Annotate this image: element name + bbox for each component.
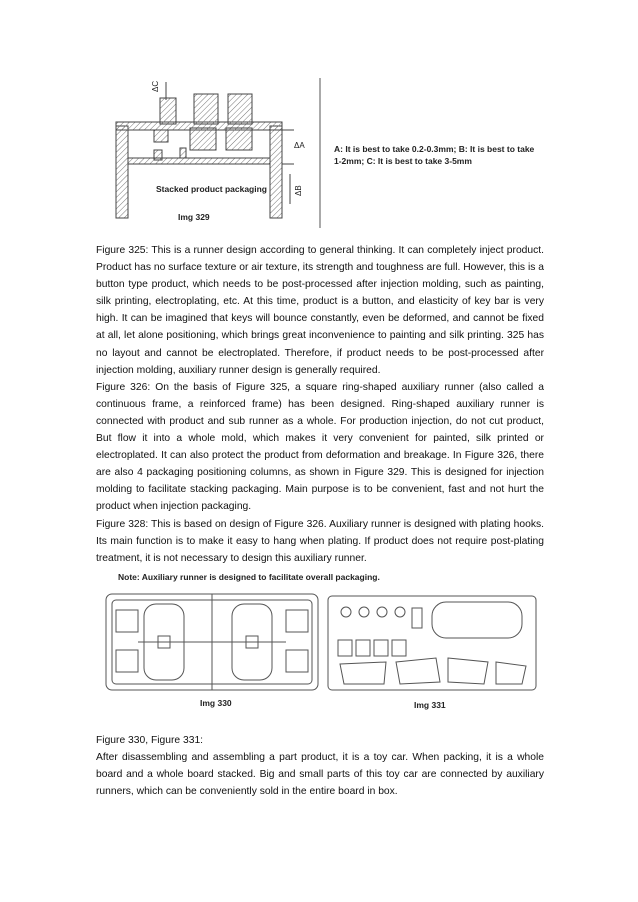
text-block-bottom bbox=[96, 732, 544, 800]
figure-stacked-packaging bbox=[94, 78, 544, 238]
cross-section-drawing bbox=[116, 82, 294, 218]
paragraph-figure-326: Figure 326: On the basis of Figure 325, a square ring-shaped auxiliary runner (also called a continuous frame, a reinforced frame) has been designed. Ring-shaped auxiliary runner is connected with product and sub runner as a whole. For production injection, do not cut product, But flow it into a whole mold, which makes it very convenient for painted, silk printed or electroplated. It can also protect the product from deformation and breakage. In Figure 326, there are also 4 packaging positioning columns, as shown in Figure 329. This is designed for injection molding to facilitate stacking packaging. Main purpose is to be convenient, fast and not hurt the product when injection packaging. bbox=[96, 381, 544, 513]
img-330-label: Img 330 bbox=[200, 698, 232, 708]
dimension-b-label: ΔB bbox=[294, 185, 303, 196]
board-img-331 bbox=[328, 596, 536, 690]
drawing-caption: Stacked product packaging bbox=[156, 184, 267, 194]
note-line-2: 1-2mm; C: It is best to take 3-5mm bbox=[334, 156, 472, 166]
img-331-label: Img 331 bbox=[414, 700, 446, 710]
img-329-label: Img 329 bbox=[178, 212, 210, 222]
figure-note: Note: Auxiliary runner is designed to facilitate overall packaging. bbox=[118, 572, 380, 582]
paragraph-figure-328: Figure 328: This is based on design of Figure 326. Auxiliary runner is designed with plating hooks. Its main function is to make it easy to hang when plating. If product does not require post-plating treatment, it is not necessary to design this auxiliary runner. bbox=[96, 518, 544, 564]
paragraph-figure-325: Figure 325: This is a runner design according to general thinking. It can completely inject product. Product has no surface texture or air texture, its strength and toughness are full. However, this is a button type product, which needs to be post-processed after injection molding, such as painting, silk printing, electroplating, etc. At this time, product is a button, and elasticity of key bar is very high. It can be imagined that keys will bounce constantly, even be deformed, and cannot be fixed at all, let alone positioning, which brings great inconvenience to painting and silk printing. 325 has no layout and cannot be electroplated. Therefore, if product needs to be post-processed after injection molding, auxiliary runner design is generally required. bbox=[96, 245, 544, 376]
dimension-c-label: ΔC bbox=[151, 80, 160, 92]
figure-toy-car-boards bbox=[96, 566, 546, 726]
paragraph-figure-330-331-heading: Figure 330, Figure 331: bbox=[96, 735, 204, 746]
text-block-top bbox=[96, 242, 544, 567]
board-img-330 bbox=[106, 594, 318, 690]
note-line-1: A: It is best to take 0.2-0.3mm; B: It is best to take bbox=[334, 144, 535, 154]
dimension-a-label: ΔA bbox=[294, 141, 305, 150]
paragraph-toy-car: After disassembling and assembling a part product, it is a toy car. When packing, it is a whole board and a whole board stacked. Big and small parts of this toy car are connected by auxiliary runners, which can be conveniently sold in the entire board in box. bbox=[96, 752, 544, 798]
